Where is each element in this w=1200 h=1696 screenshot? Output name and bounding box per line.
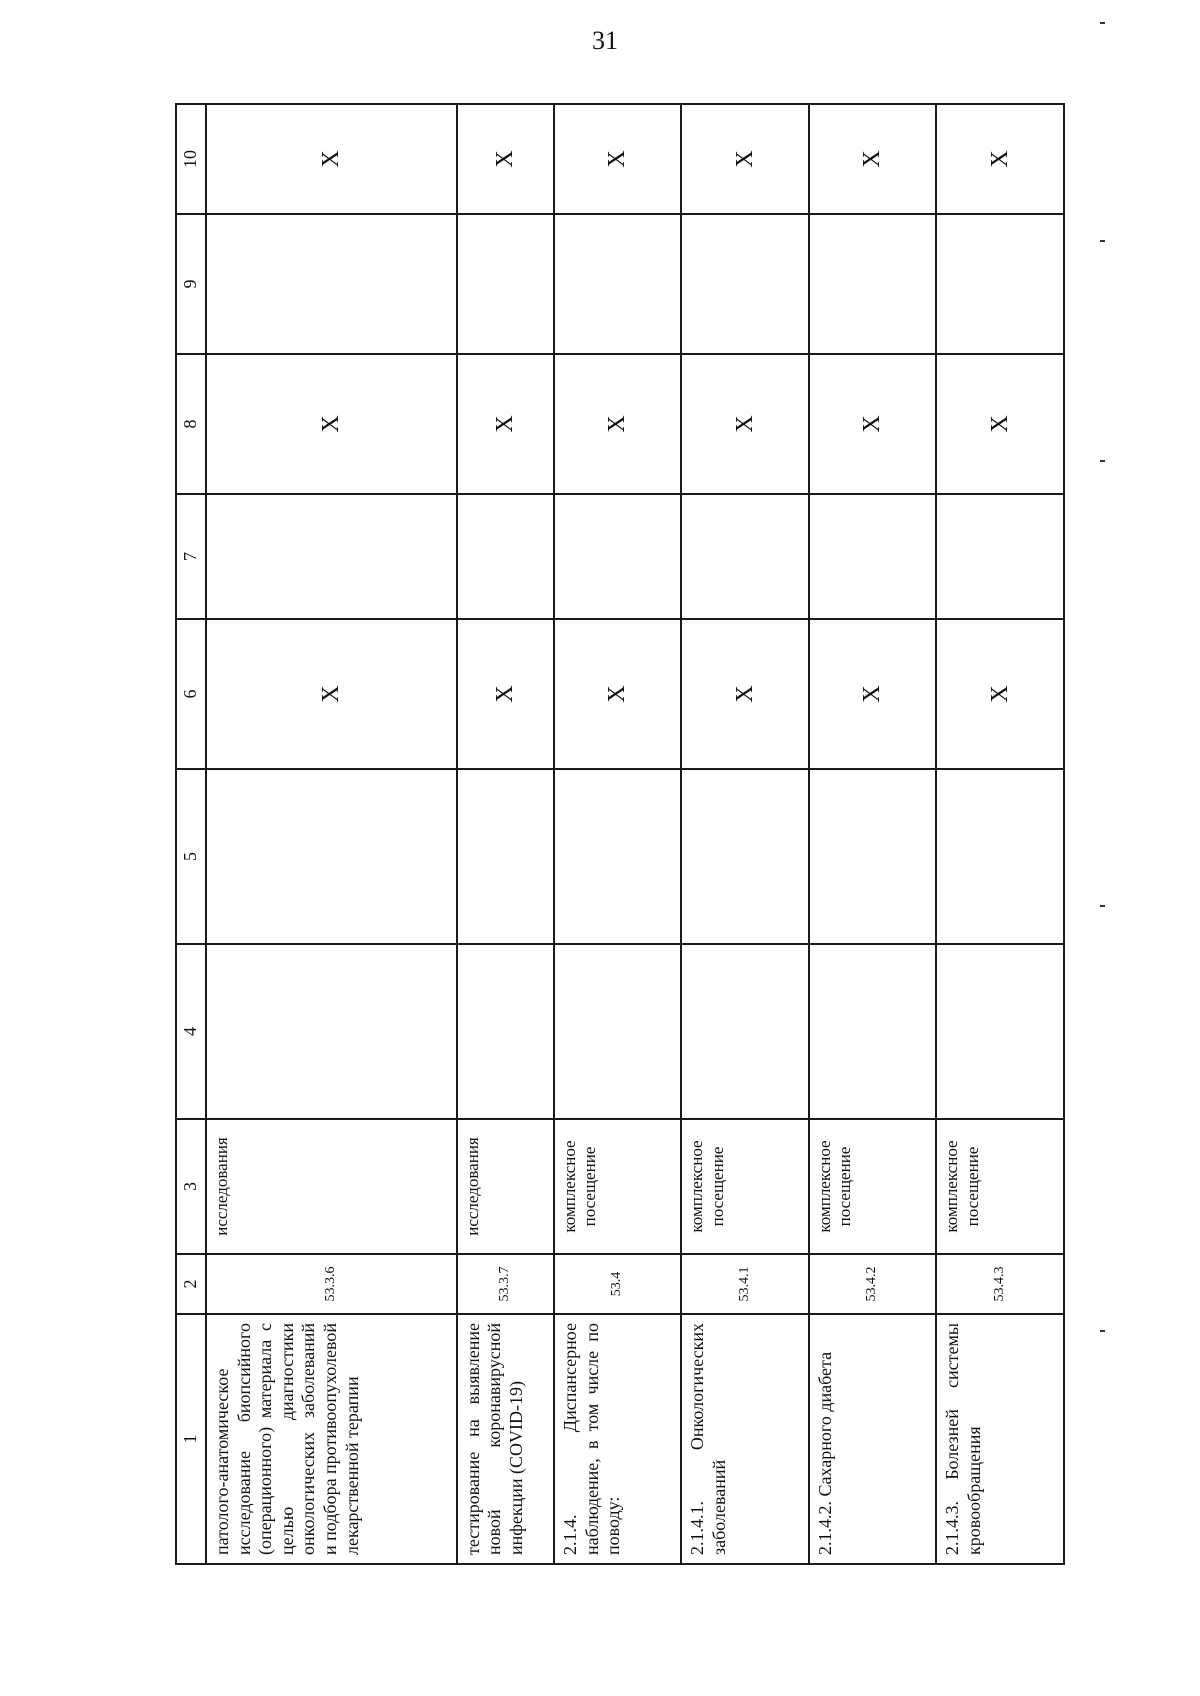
table-row xyxy=(681,104,809,1564)
cell-col9 xyxy=(936,214,1064,354)
row-name: 2.1.4.1. Онкологических заболеваний xyxy=(681,1314,809,1564)
row-code: 53.4.1 xyxy=(681,1254,809,1314)
cell-col4 xyxy=(457,944,554,1119)
scan-speck xyxy=(1100,240,1105,242)
cell-col6: X xyxy=(457,619,554,769)
row-code: 53.3.7 xyxy=(457,1254,554,1314)
table-row xyxy=(936,104,1064,1564)
row-unit: комплексное посещение xyxy=(809,1119,937,1254)
table-row xyxy=(206,104,457,1564)
row-name: патолого-анатомическое исследование биопсийного (операционного) материала с целью диагностики онкологических заболеваний и подбора противоопухолевой лекарственной терапии xyxy=(206,1314,457,1564)
column-header: 1 xyxy=(176,1314,206,1564)
cell-col6: X xyxy=(206,619,457,769)
column-header: 10 xyxy=(176,104,206,214)
cell-col10: X xyxy=(681,104,809,214)
row-code: 53.4 xyxy=(554,1254,682,1314)
cell-col7 xyxy=(554,494,682,619)
column-header: 9 xyxy=(176,214,206,354)
column-header: 7 xyxy=(176,494,206,619)
cell-col5 xyxy=(809,769,937,944)
row-code: 53.3.6 xyxy=(206,1254,457,1314)
column-header: 4 xyxy=(176,944,206,1119)
scan-speck xyxy=(1100,905,1105,907)
table-row xyxy=(809,104,937,1564)
cell-col8: X xyxy=(457,354,554,494)
cell-col10: X xyxy=(554,104,682,214)
cell-col8: X xyxy=(936,354,1064,494)
cell-col8: X xyxy=(681,354,809,494)
cell-col10: X xyxy=(457,104,554,214)
cell-col10: X xyxy=(936,104,1064,214)
scan-speck xyxy=(1100,22,1105,24)
column-header: 8 xyxy=(176,354,206,494)
cell-col7 xyxy=(681,494,809,619)
row-unit: исследования xyxy=(457,1119,554,1254)
cell-col7 xyxy=(457,494,554,619)
cell-col4 xyxy=(554,944,682,1119)
column-header: 2 xyxy=(176,1254,206,1314)
cell-col7 xyxy=(206,494,457,619)
table-header xyxy=(176,104,206,1564)
cell-col9 xyxy=(681,214,809,354)
row-unit: комплексное посещение xyxy=(936,1119,1064,1254)
cell-col8: X xyxy=(206,354,457,494)
cell-col4 xyxy=(809,944,937,1119)
row-unit: комплексное посещение xyxy=(554,1119,682,1254)
row-name: 2.1.4. Диспансерное наблюдение, в том числе по поводу: xyxy=(554,1314,682,1564)
cell-col4 xyxy=(681,944,809,1119)
services-table xyxy=(175,103,1065,1565)
cell-col10: X xyxy=(206,104,457,214)
cell-col9 xyxy=(809,214,937,354)
cell-col5 xyxy=(457,769,554,944)
cell-col6: X xyxy=(936,619,1064,769)
cell-col6: X xyxy=(681,619,809,769)
table-row xyxy=(554,104,682,1564)
cell-col7 xyxy=(936,494,1064,619)
row-name: 2.1.4.2. Сахарного диабета xyxy=(809,1314,937,1564)
rotated-table-frame xyxy=(175,105,1065,1565)
scan-speck xyxy=(1100,1330,1105,1332)
cell-col5 xyxy=(554,769,682,944)
cell-col5 xyxy=(206,769,457,944)
cell-col6: X xyxy=(809,619,937,769)
cell-col5 xyxy=(681,769,809,944)
cell-col8: X xyxy=(554,354,682,494)
scan-speck xyxy=(1100,460,1105,462)
row-name: 2.1.4.3. Болезней системы кровообращения xyxy=(936,1314,1064,1564)
cell-col4 xyxy=(206,944,457,1119)
row-name: тестирование на выявление новой коронавирусной инфекции (COVID-19) xyxy=(457,1314,554,1564)
header-row xyxy=(176,104,206,1564)
table-body xyxy=(206,104,1064,1564)
row-unit: исследования xyxy=(206,1119,457,1254)
cell-col10: X xyxy=(809,104,937,214)
cell-col4 xyxy=(936,944,1064,1119)
column-header: 3 xyxy=(176,1119,206,1254)
table-row xyxy=(457,104,554,1564)
cell-col9 xyxy=(554,214,682,354)
cell-col9 xyxy=(206,214,457,354)
column-header: 5 xyxy=(176,769,206,944)
cell-col6: X xyxy=(554,619,682,769)
row-code: 53.4.3 xyxy=(936,1254,1064,1314)
cell-col9 xyxy=(457,214,554,354)
row-unit: комплексное посещение xyxy=(681,1119,809,1254)
cell-col5 xyxy=(936,769,1064,944)
page-number: 31 xyxy=(592,26,618,55)
cell-col8: X xyxy=(809,354,937,494)
cell-col7 xyxy=(809,494,937,619)
column-header: 6 xyxy=(176,619,206,769)
row-code: 53.4.2 xyxy=(809,1254,937,1314)
